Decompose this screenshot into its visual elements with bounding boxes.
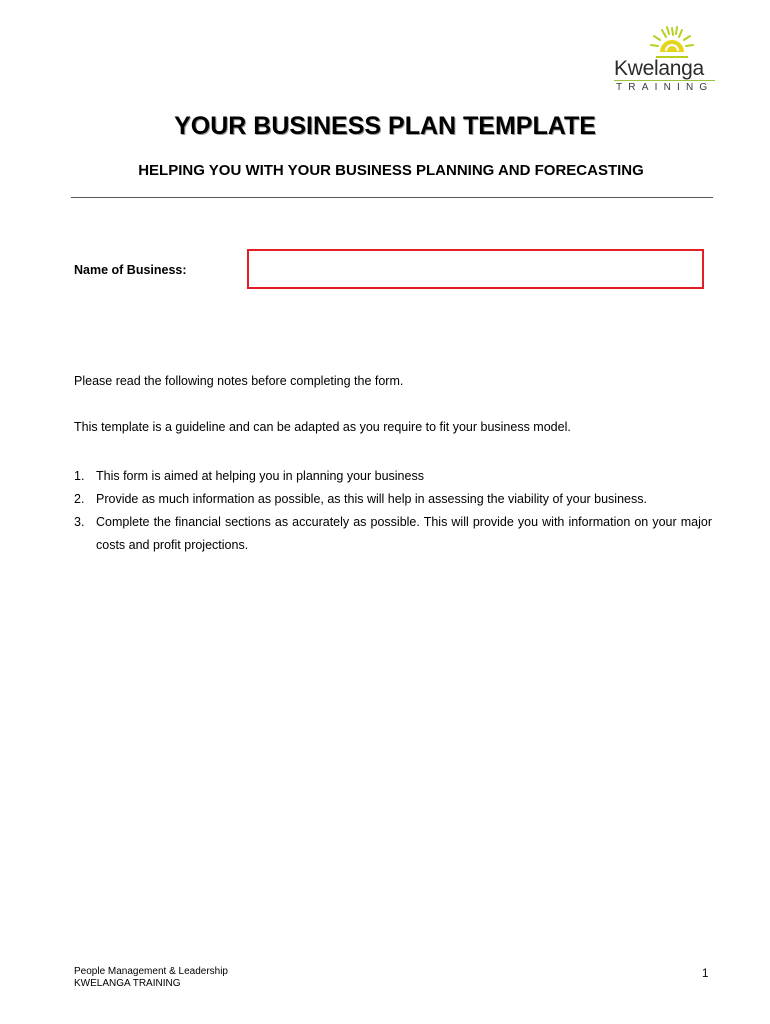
list-item xyxy=(74,511,712,557)
logo-brand: Kwelanga xyxy=(614,57,704,80)
page-title: YOUR BUSINESS PLAN TEMPLATE xyxy=(174,112,596,140)
guideline-text: This template is a guideline and can be adapted as you require to fit your business model. xyxy=(74,420,571,434)
kwelanga-logo xyxy=(606,24,718,94)
list-item-text: Complete the financial sections as accurately as possible. This will provide you with information on your major costs and profit projections. xyxy=(96,515,712,552)
list-item-number: 3. xyxy=(74,515,85,529)
list-item xyxy=(74,465,712,488)
list-item-text: This form is aimed at helping you in planning your business xyxy=(96,469,424,483)
list-item-number: 1. xyxy=(74,469,85,483)
header-divider xyxy=(71,197,713,198)
list-item-text: Provide as much information as possible, as this will help in assessing the viability of your business. xyxy=(96,492,647,506)
page-number: 1 xyxy=(702,968,709,980)
list-item xyxy=(74,488,712,511)
logo-tagline: TRAINING xyxy=(616,82,714,93)
footer-line-1: People Management & Leadership xyxy=(74,966,228,977)
notes-list xyxy=(74,465,712,557)
intro-text: Please read the following notes before completing the form. xyxy=(74,374,404,388)
business-name-label: Name of Business: xyxy=(74,263,187,277)
page-footer xyxy=(74,966,228,990)
list-item-number: 2. xyxy=(74,492,85,506)
business-name-field[interactable] xyxy=(247,249,704,289)
footer-line-2: KWELANGA TRAINING xyxy=(74,978,181,989)
logo-underline xyxy=(614,80,715,81)
page-subtitle: HELPING YOU WITH YOUR BUSINESS PLANNING AND FORECASTING xyxy=(138,162,644,179)
